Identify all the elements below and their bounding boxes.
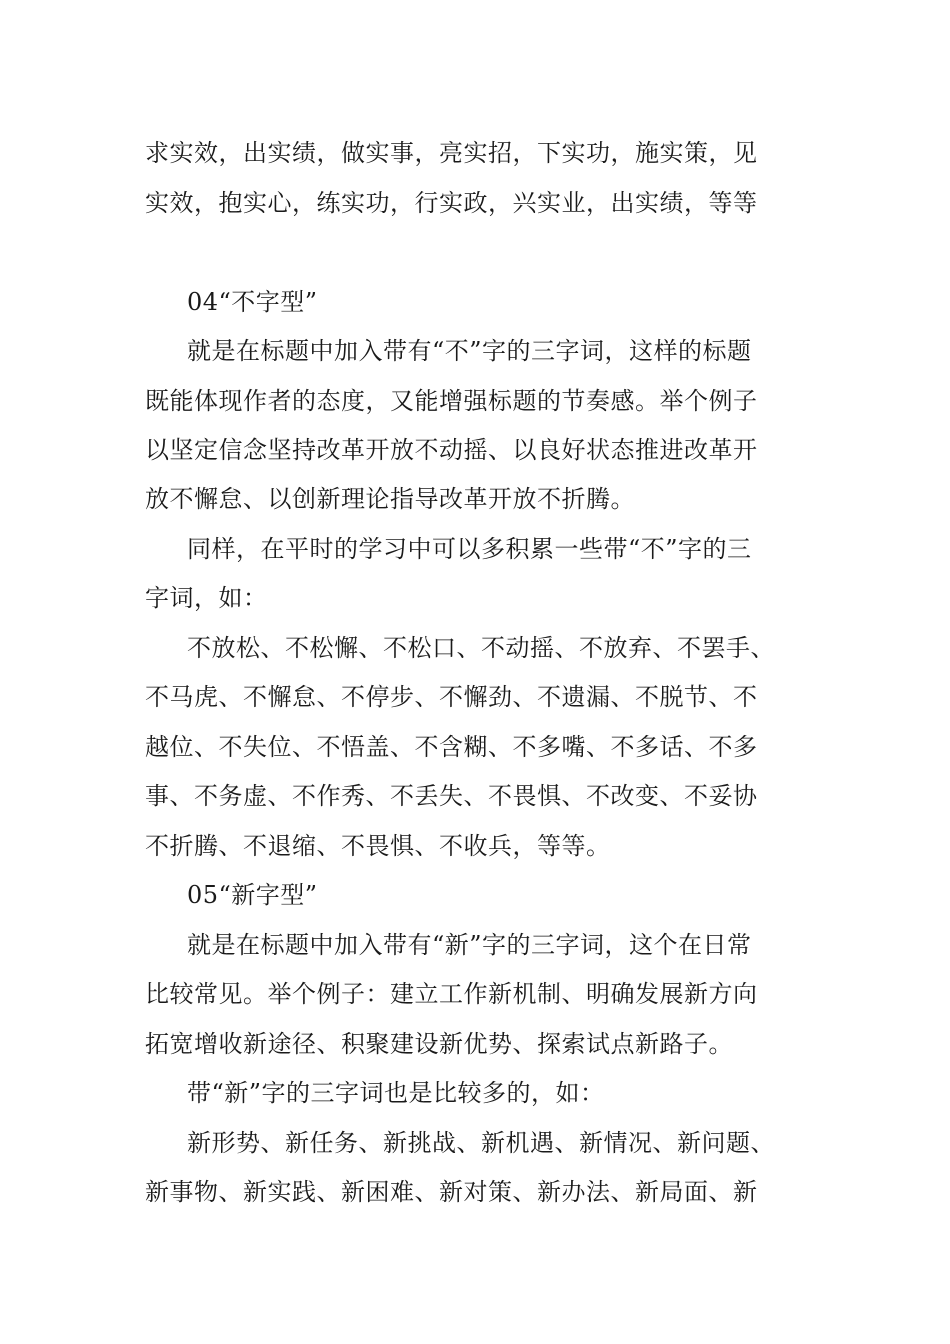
text-line: 实效，抱实心，练实功，行实政，兴实业，出实绩，等等: [145, 189, 758, 217]
text-line: 带“新”字的三字词也是比较多的，如：: [187, 1079, 605, 1107]
section-heading: 05“新字型”: [187, 881, 318, 909]
section-heading: 04“不字型”: [187, 288, 318, 316]
text-line: 比较常见。举个例子：建立工作新机制、明确发展新方向: [145, 980, 758, 1008]
text-line: 越位、不失位、不悟盖、不含糊、不多嘴、不多话、不多: [145, 733, 758, 761]
text-line: 同样，在平时的学习中可以多积累一些带“不”字的三: [187, 535, 752, 563]
text-line: 就是在标题中加入带有“不”字的三字词，这样的标题: [187, 337, 752, 365]
text-line: 新形势、新任务、新挑战、新机遇、新情况、新问题、: [187, 1129, 775, 1157]
text-line: 不马虎、不懈怠、不停步、不懈劲、不遗漏、不脱节、不: [145, 683, 758, 711]
text-line: 新事物、新实践、新困难、新对策、新办法、新局面、新: [145, 1178, 758, 1206]
text-line: 既能体现作者的态度，又能增强标题的节奏感。举个例子: [145, 387, 758, 415]
text-line: 就是在标题中加入带有“新”字的三字词，这个在日常: [187, 931, 752, 959]
text-line: 以坚定信念坚持改革开放不动摇、以良好状态推进改革开: [145, 436, 758, 464]
text-line: 事、不务虚、不作秀、不丢失、不畏惧、不改变、不妥协: [145, 782, 758, 810]
text-line: 拓宽增收新途径、积聚建设新优势、探索试点新路子。: [145, 1030, 733, 1058]
text-line: 字词，如：: [145, 584, 268, 612]
text-line: 放不懈怠、以创新理论指导改革开放不折腾。: [145, 485, 635, 513]
text-line: 不折腾、不退缩、不畏惧、不收兵，等等。: [145, 832, 611, 860]
text-line: 不放松、不松懈、不松口、不动摇、不放弃、不罢手、: [187, 634, 775, 662]
text-line: 求实效，出实绩，做实事，亮实招，下实功，施实策，见: [145, 139, 758, 167]
